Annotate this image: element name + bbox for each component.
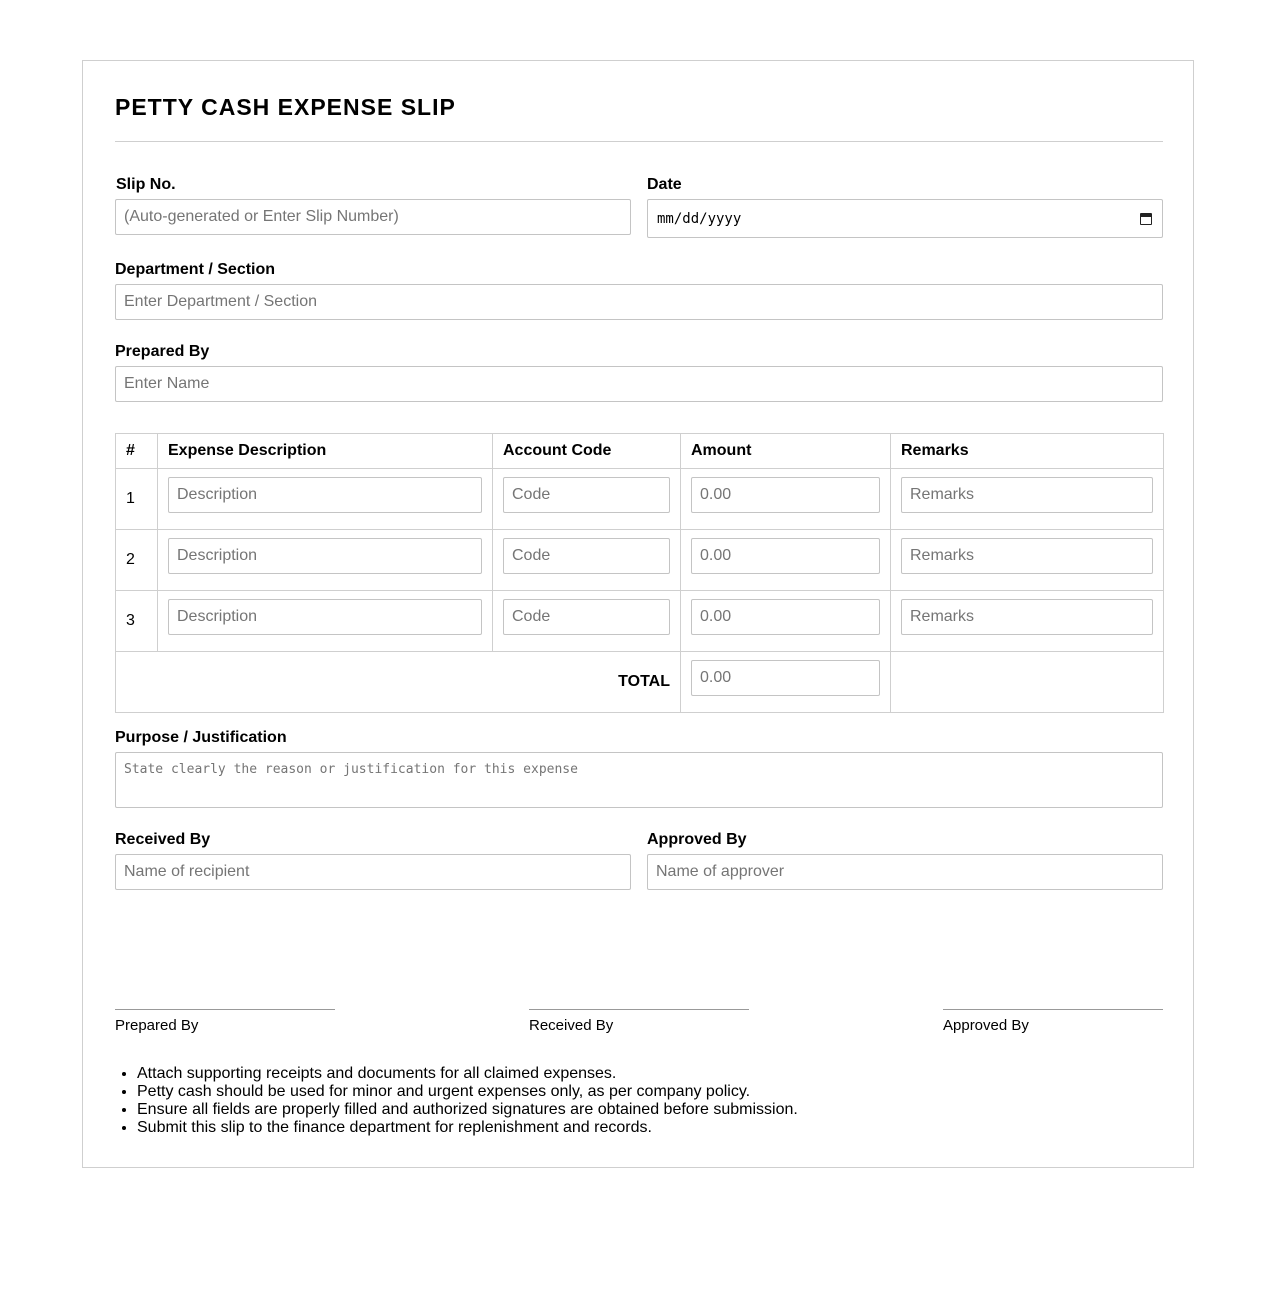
received-by-signature-line (529, 1009, 749, 1010)
account-code-input[interactable] (503, 538, 670, 574)
total-remarks-cell (891, 652, 1164, 713)
list-item: • Submit this slip to the finance department for replenishment and records. (137, 1119, 798, 1137)
received-by-input[interactable] (115, 854, 631, 890)
notes-list (115, 1065, 798, 1137)
date-placeholder: mm/dd/yyyy (657, 210, 742, 227)
purpose-label: Purpose / Justification (115, 729, 287, 746)
list-item: • Petty cash should be used for minor and urgent expenses only, as per company policy. (137, 1083, 798, 1101)
table-row (116, 530, 1164, 591)
approved-by-label: Approved By (647, 831, 747, 848)
col-header-remarks: Remarks (891, 434, 1164, 469)
amount-input[interactable] (691, 538, 880, 574)
col-header-account-code: Account Code (493, 434, 681, 469)
page-title: PETTY CASH EXPENSE SLIP (115, 94, 456, 120)
row-number: 3 (116, 591, 158, 652)
amount-input[interactable] (691, 477, 880, 513)
expense-table (115, 433, 1164, 713)
approved-by-signature-label: Approved By (943, 1017, 1029, 1034)
date-input[interactable] (647, 199, 1163, 238)
list-item: • Attach supporting receipts and documents for all claimed expenses. (137, 1065, 798, 1083)
total-label: TOTAL (116, 652, 681, 713)
account-code-input[interactable] (503, 599, 670, 635)
slip-no-label: Slip No. (116, 176, 176, 193)
account-code-input[interactable] (503, 477, 670, 513)
remarks-input[interactable] (901, 538, 1153, 574)
prepared-by-signature-label: Prepared By (115, 1017, 199, 1034)
col-header-number: # (116, 434, 158, 469)
table-header-row (116, 434, 1164, 469)
table-row (116, 591, 1164, 652)
description-input[interactable] (168, 599, 482, 635)
remarks-input[interactable] (901, 477, 1153, 513)
department-label: Department / Section (115, 261, 276, 278)
prepared-by-label: Prepared By (115, 343, 210, 360)
date-label: Date (647, 176, 682, 193)
approved-by-input[interactable] (647, 854, 1163, 890)
description-input[interactable] (168, 538, 482, 574)
purpose-textarea[interactable] (115, 752, 1163, 808)
received-by-signature-label: Received By (529, 1017, 614, 1034)
col-header-amount: Amount (681, 434, 891, 469)
amount-input[interactable] (691, 599, 880, 635)
approved-by-signature-line (943, 1009, 1163, 1010)
list-item: • Ensure all fields are properly filled and authorized signatures are obtained before submission. (137, 1101, 798, 1119)
slip-no-input[interactable] (115, 199, 631, 235)
col-header-description: Expense Description (158, 434, 493, 469)
table-row (116, 469, 1164, 530)
title-divider (115, 141, 1163, 142)
total-amount-input[interactable] (691, 660, 880, 696)
expense-slip-card (82, 60, 1194, 1168)
total-row (116, 652, 1164, 713)
calendar-icon[interactable] (1140, 213, 1152, 225)
department-input[interactable] (115, 284, 1163, 320)
prepared-by-input[interactable] (115, 366, 1163, 402)
remarks-input[interactable] (901, 599, 1153, 635)
row-number: 1 (116, 469, 158, 530)
description-input[interactable] (168, 477, 482, 513)
prepared-by-signature-line (115, 1009, 335, 1010)
row-number: 2 (116, 530, 158, 591)
received-by-label: Received By (115, 831, 211, 848)
